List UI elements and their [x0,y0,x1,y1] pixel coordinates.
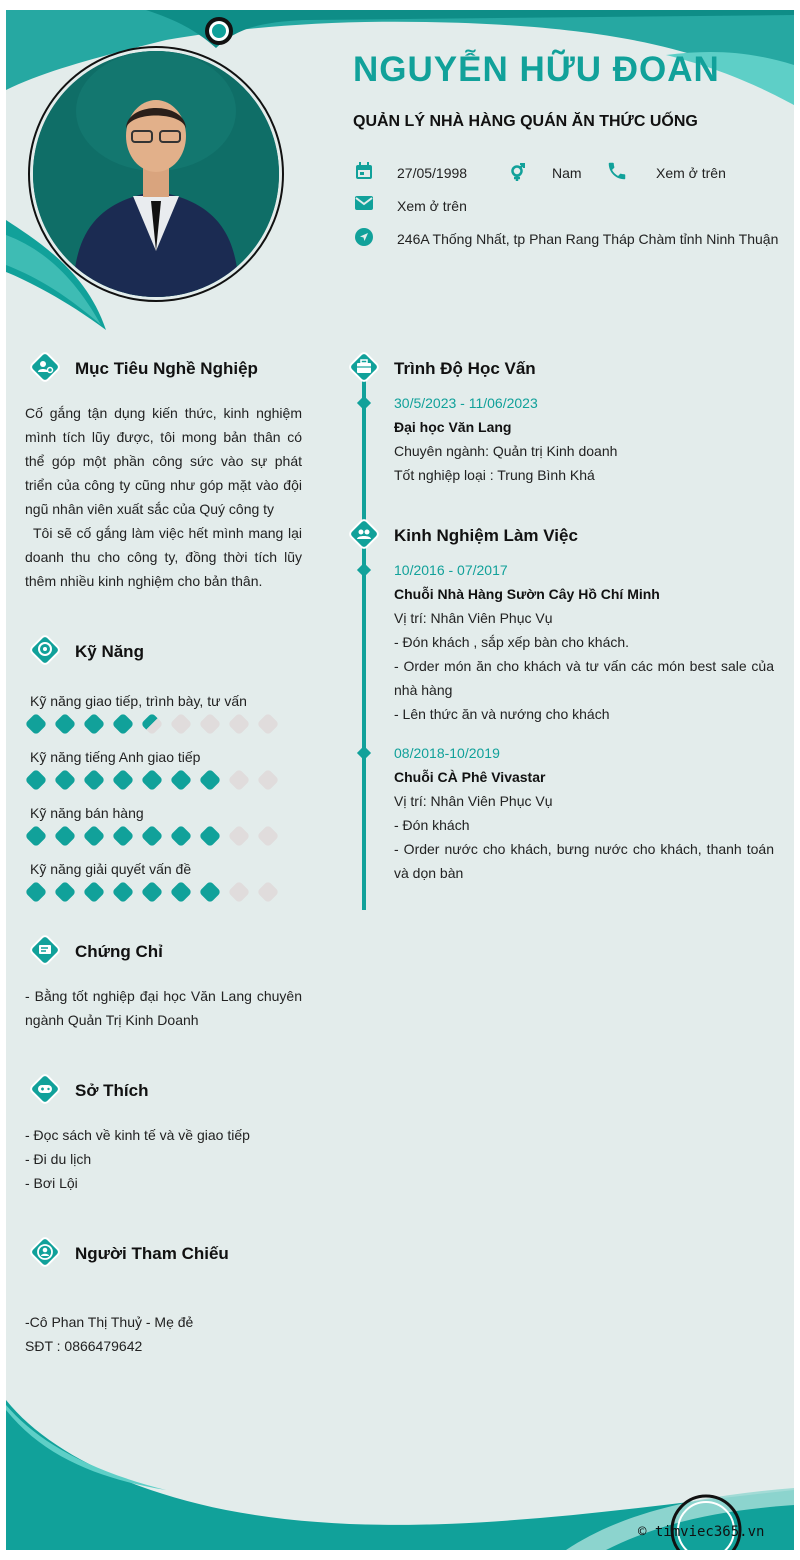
job-title: QUẢN LÝ NHÀ HÀNG QUÁN ĂN THỨC UỐNG [353,113,698,130]
job-detail-line: - Đón khách [394,817,470,833]
certificates-text: - Bằng tốt nghiệp đại học Văn Lang chuyên ngành Quản Trị Kinh Doanh [25,988,302,1028]
skills-title: Kỹ Năng [75,642,144,661]
job-detail-line: - Đón khách , sắp xếp bàn cho khách. [394,634,630,650]
education-title: Trình Độ Học Vấn [394,359,536,378]
education-major: Chuyên ngành: Quản trị Kinh doanh [394,443,618,459]
certificate-icon [28,933,62,967]
skill-label: Kỹ năng bán hàng [30,805,144,821]
job-details [394,789,774,885]
birthday-value: 27/05/1998 [397,165,468,181]
avatar-decoration-dot [205,17,233,45]
experience-icon [347,517,381,551]
education-grade: Tốt nghiệp loại : Trung Bình Khá [394,467,595,483]
hobby-icon [28,1072,62,1106]
hobby-item: - Đọc sách về kinh tế và về giao tiếp [25,1127,250,1143]
reference-person: -Cô Phan Thị Thuỷ - Mẹ đẻ [25,1314,194,1330]
phone-value[interactable]: Xem ở trên [656,165,726,181]
reference-phone: SĐT : 0866479642 [25,1338,143,1354]
skills-icon [28,633,62,667]
job-detail-line: - Order món ăn cho khách và tư vấn các món best sale của nhà hàng [394,658,774,698]
objective-paragraph-2: Tôi sẽ cố gắng làm việc hết mình mang lại doanh thu cho công ty, đồng thời tích lũy thêm nhiều kinh nghiệm cho bản thân. [25,525,302,589]
skill-label: Kỹ năng giải quyết vấn đề [30,861,192,877]
objective-icon [28,350,62,384]
email-value[interactable]: Xem ở trên [397,198,467,214]
location-icon [355,228,373,246]
gender-icon [508,162,526,182]
skill-label: Kỹ năng tiếng Anh giao tiếp [30,749,201,765]
experience-title: Kinh Nghiệm Làm Việc [394,526,578,545]
job-details [394,606,774,726]
skill-label: Kỹ năng giao tiếp, trình bày, tư vấn [30,693,247,709]
objective-text [25,401,302,593]
reference-icon [28,1235,62,1269]
job-detail-line: Vị trí: Nhân Viên Phục Vụ [394,793,553,809]
hobbies-title: Sở Thích [75,1081,149,1100]
gender-value: Nam [552,165,582,181]
avatar [33,51,279,297]
job-detail-line: Vị trí: Nhân Viên Phục Vụ [394,610,553,626]
job-date: 08/2018-10/2019 [394,745,500,761]
objective-title: Mục Tiêu Nghề Nghiệp [75,359,258,378]
email-icon [355,196,373,210]
references-text [25,1310,302,1358]
job-date: 10/2016 - 07/2017 [394,562,508,578]
job-detail-line: - Order nước cho khách, bưng nước cho khách, thanh toán và dọn bàn [394,841,774,881]
references-title: Người Tham Chiếu [75,1244,229,1263]
hobby-item: - Đi du lịch [25,1151,92,1167]
job-company: Chuỗi CÀ Phê Vivastar [394,769,546,785]
certificates-title: Chứng Chỉ [75,942,163,961]
phone-icon [606,160,628,182]
candidate-name: NGUYỄN HỮU ĐOAN [353,50,720,89]
cv-page [6,10,794,1550]
education-icon [347,350,381,384]
calendar-icon [355,162,373,180]
address-value: 246A Thống Nhất, tp Phan Rang Tháp Chàm tỉnh Ninh Thuận [397,231,779,247]
education-school: Đại học Văn Lang [394,419,512,435]
hobbies-list [25,1123,302,1195]
hobby-item: - Bơi Lội [25,1175,78,1191]
job-detail-line: - Lên thức ăn và nướng cho khách [394,706,610,722]
footer-watermark[interactable]: © timviec365.vn [638,1524,765,1540]
education-details [394,439,774,487]
objective-paragraph-1: Cố gắng tận dụng kiến thức, kinh nghiệm mình tích lũy được, tôi mong bản thân có thể góp một phần công sức vào sự phát triển của công ty cũng như góp mặt vào đội ngũ nhân viên xuất sắc của Quý công ty [25,405,302,517]
timeline-line [362,370,366,910]
job-company: Chuỗi Nhà Hàng Sườn Cây Hồ Chí Minh [394,586,660,602]
education-date: 30/5/2023 - 11/06/2023 [394,395,538,411]
